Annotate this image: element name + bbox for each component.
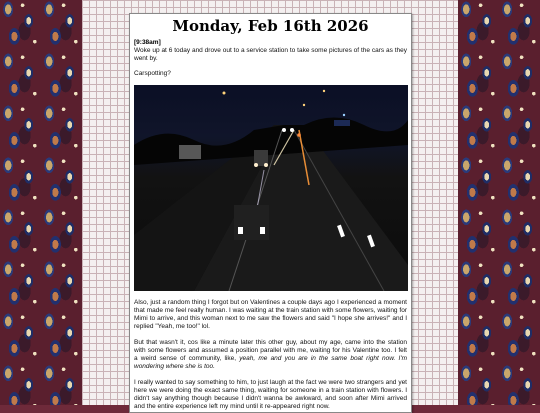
journal-entry-panel (129, 13, 412, 413)
entry-timestamp: [9:38am] (134, 39, 161, 46)
entry-paragraph-2 (134, 339, 407, 371)
entry-intro: Woke up at 6 today and drove out to a service station to take some pictures of the cars as they went by. (134, 47, 407, 62)
night-highway-photo[interactable] (134, 85, 408, 291)
photo-caption: Carspotting? (134, 70, 171, 77)
paisley-background-right (458, 0, 540, 405)
entry-paragraph-2-italic: yeah, me and you are in the same boat right now. I'm wondering where she is too. (134, 355, 407, 370)
entry-title: Monday, Feb 16th 2026 (172, 17, 369, 35)
entry-paragraph-3: I really wanted to say something to him, to just laugh at the fact we were two strangers and yet here we were doing the exact same thing, waiting for someone in a train station with flowers. I didn't say anything though because I didn't wanna be awkward, and soon after Mimi arrived and the entire experience left my mind until it re-appeared right now. (134, 379, 407, 410)
paisley-background-left (0, 0, 82, 405)
entry-paragraph-1: Also, just a random thing I forgot but on Valentines a couple days ago I experienced a moment that made me feel really human. I was waiting at the train station with some flowers, waiting for Mimi to arrive, and this woman next to me saw the flowers and said "I hope she arrives!" and I replied "Yeah, me too!" lol. (134, 299, 407, 330)
entry-paragraph-2-text: But that wasn't it, cos like a minute later this other guy, about my age, came into the station with some flowers and assumed a position parallel with me, waiting for his Valentine too. I felt a weird sense of community, like, (134, 339, 407, 362)
photo-scene (134, 85, 408, 291)
